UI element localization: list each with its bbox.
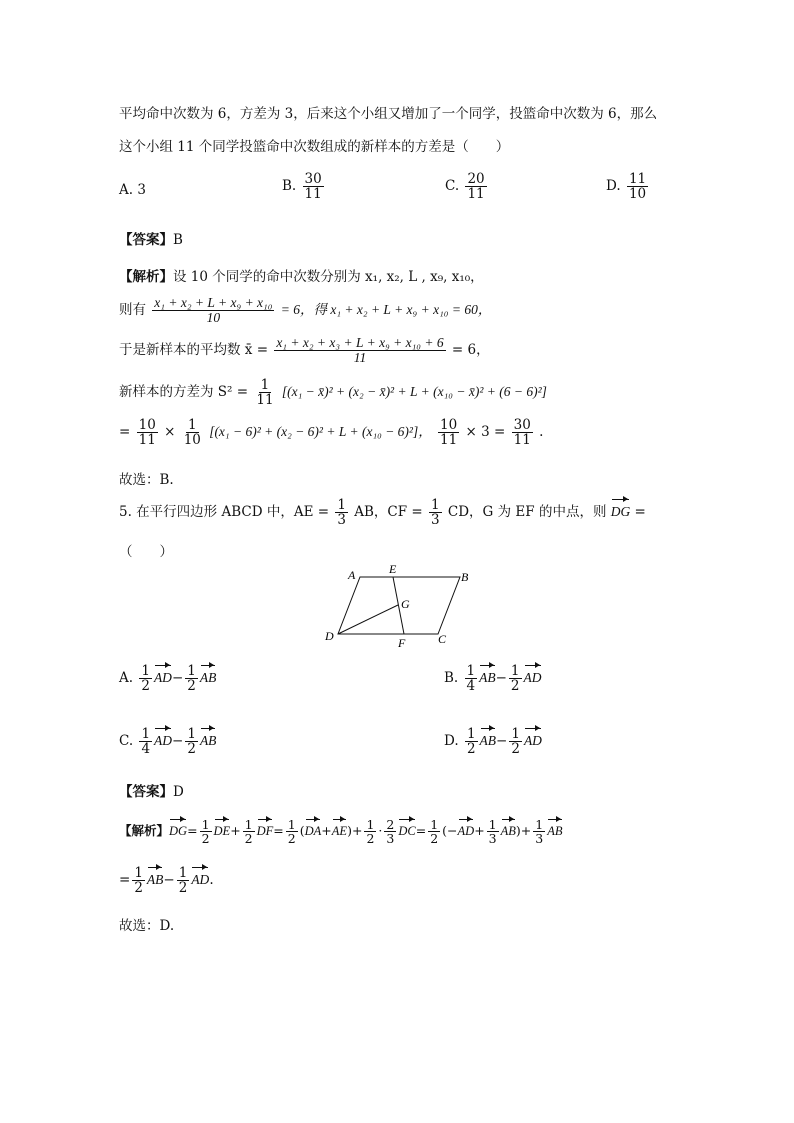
option-label: D. <box>606 178 621 195</box>
vector: AD <box>523 670 542 686</box>
q4-answer: 【答案】B <box>119 232 183 248</box>
q5-option-c: C. $\frac{1}{4}$ AD− $\frac{1}{2}$ AB <box>119 726 217 758</box>
label-e: E <box>389 562 397 576</box>
q5-answer: 【答案】D <box>119 784 184 800</box>
vector: DG <box>169 824 188 839</box>
q4-analysis-line1: 【解析】设 10 个同学的命中次数分别为 x₁, x₂, L , x₉, x₁₀， <box>119 269 484 285</box>
q5-analysis-line1: 【解析】DG= $\frac{1}{2}$ DE+ $\frac{1}{2}$ DF= $\frac{1}{2}$ (DA+AE)+ $\frac{1}{2}$ · $\frac{2}{3}$ DC= $\frac{1}{2}$ (−AD+ $\frac{1}{3}$ AB)+ $\frac{1}{3}$ AB <box>119 817 563 847</box>
q5-option-d: D. $\frac{1}{2}$ AB− $\frac{1}{2}$ AD <box>444 726 542 758</box>
vector: AB <box>479 670 496 686</box>
vector: DE <box>213 824 231 839</box>
vector: AB <box>500 824 516 839</box>
q4-choose: 故选：B. <box>119 472 174 488</box>
q4-analysis-line2: 则有 $\frac{\text{x₁ + x₂ + L + x₉ + x₁₀}}{10}$ = 6，得 x₁ + x₂ + L + x₉ + x₁₀ = 60， <box>119 295 492 326</box>
option-label: B. <box>282 178 297 195</box>
q4-analysis-line3: 于是新样本的平均数 x̄ = $\frac{\text{x₁ + x₂ + x₃ + L + x₉ + x₁₀ + 6}}{11}$ = 6， <box>119 335 490 366</box>
vector: DC <box>398 824 416 839</box>
label-a: A <box>348 568 356 582</box>
vector: AE <box>331 824 348 839</box>
vector: AB <box>547 824 563 839</box>
q5-stem: 5. 在平行四边形 ABCD 中，AE = $\frac{1}{3}$ AB，CF = $\frac{1}{3}$ CD，G 为 EF 的中点，则 DG = <box>119 497 646 529</box>
q5-option-a: A. $\frac{1}{2}$ AD− $\frac{1}{2}$ AB <box>119 663 217 695</box>
vector: DG <box>610 504 631 520</box>
label-b: B <box>461 570 469 584</box>
q4-stem-line2: 这个小组 11 个同学投篮命中次数组成的新样本的方差是（ ） <box>119 139 510 155</box>
q5-stem-paren: （ ） <box>119 544 173 560</box>
vector: DF <box>256 824 274 839</box>
vector: AD <box>154 733 173 749</box>
vector: AD <box>523 733 542 749</box>
label-f: F <box>398 636 406 650</box>
label-g: G <box>401 597 410 611</box>
fraction: $\frac{11}{10}$ <box>628 171 647 203</box>
vector: AB <box>199 670 217 686</box>
label-c: C <box>438 632 447 646</box>
q5-analysis-line2: = $\frac{1}{2}$ AB− $\frac{1}{2}$ AD. <box>119 865 214 897</box>
vector: DA <box>304 824 322 839</box>
q4-option-b <box>282 172 326 201</box>
fraction: $\frac{20}{11}$ <box>467 171 485 203</box>
vector: AD <box>457 824 475 839</box>
q4-analysis-line4: 新样本的方差为 S² = $\frac{1}{11}$ [(x₁ − x̄)² + (x₂ − x̄)² + L + (x₁₀ − x̄)² + (6 − 6)²] <box>119 377 547 409</box>
q4-option-c <box>445 172 489 201</box>
q5-option-b: B. $\frac{1}{4}$ AB− $\frac{1}{2}$ AD <box>444 663 542 695</box>
vector: AD <box>153 670 172 686</box>
option-label: C. <box>445 178 460 195</box>
q5-choose: 故选：D. <box>119 918 175 934</box>
parallelogram-figure <box>318 562 478 652</box>
q4-option-d <box>606 172 650 201</box>
vector: AD <box>191 872 210 888</box>
fraction: $\frac{30}{11}$ <box>304 171 322 203</box>
vector: AB <box>146 872 164 888</box>
q4-stem-line1: 平均命中次数为 6，方差为 3，后来这个小组又增加了一个同学，投篮命中次数为 6，那么 <box>119 106 658 122</box>
vector: AB <box>479 733 497 749</box>
vector: AB <box>199 733 217 749</box>
q4-option-a: A. 3 <box>119 182 146 198</box>
label-d: D <box>325 629 334 643</box>
q4-analysis-line5: = $\frac{10}{11}$ × $\frac{1}{10}$ [(x₁ − 6)² + (x₂ − 6)² + L + (x₁₀ − 6)²]， $\frac{10}{11}$ × 3 = $\frac{30}{11}$ . <box>119 417 544 449</box>
